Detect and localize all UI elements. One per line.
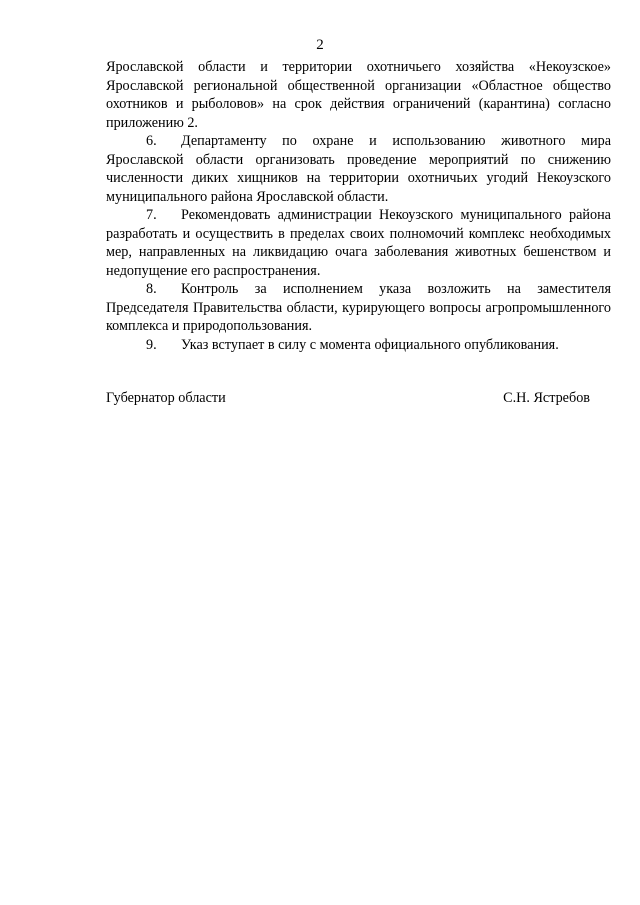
paragraph-6 — [106, 132, 611, 206]
paragraph-7 — [106, 206, 611, 280]
paragraph-text: Рекомендовать администрации Некоузского муниципального района разработать и осуществить в пределах своих полномочий комплекс необходимых мер, направленных на ликвидацию очага заболевания животных бешенством и недопущение его распространения. — [106, 207, 611, 279]
paragraph-continuation — [106, 58, 611, 132]
paragraph-number: 9. — [146, 336, 157, 353]
paragraph-number: 7. — [146, 207, 157, 223]
paragraph-text: Указ вступает в силу с момента официального опубликования. — [181, 336, 559, 353]
page-number: 2 — [316, 37, 324, 53]
paragraph-text: Контроль за исполнением указа возложить на заместителя Председателя Правительства области, курирующего вопросы агропромышленного комплекса и природопользования. — [106, 281, 611, 334]
signatory-name: С.Н. Ястребов — [503, 390, 590, 406]
paragraph-text: Ярославской области и территории охотничьего хозяйства «Некоузское» Ярославской региональной общественной организации «Областное общество охотников и рыболовов» на срок действия ограничений (карантина) согласно приложению 2. — [106, 59, 611, 131]
paragraph-number: 8. — [146, 281, 157, 297]
signatory-position: Губернатор области — [106, 390, 226, 406]
paragraph-number: 6. — [146, 133, 157, 149]
paragraph-9 — [106, 336, 611, 355]
paragraph-8 — [106, 280, 611, 336]
paragraph-text: Департаменту по охране и использованию животного мира Ярославской области организовать проведение мероприятий по снижению численности диких хищников на территории охотничьих угодий Некоузского муниципального района Ярославской области. — [106, 133, 611, 205]
signature-block — [106, 389, 590, 408]
document-body — [106, 58, 611, 354]
